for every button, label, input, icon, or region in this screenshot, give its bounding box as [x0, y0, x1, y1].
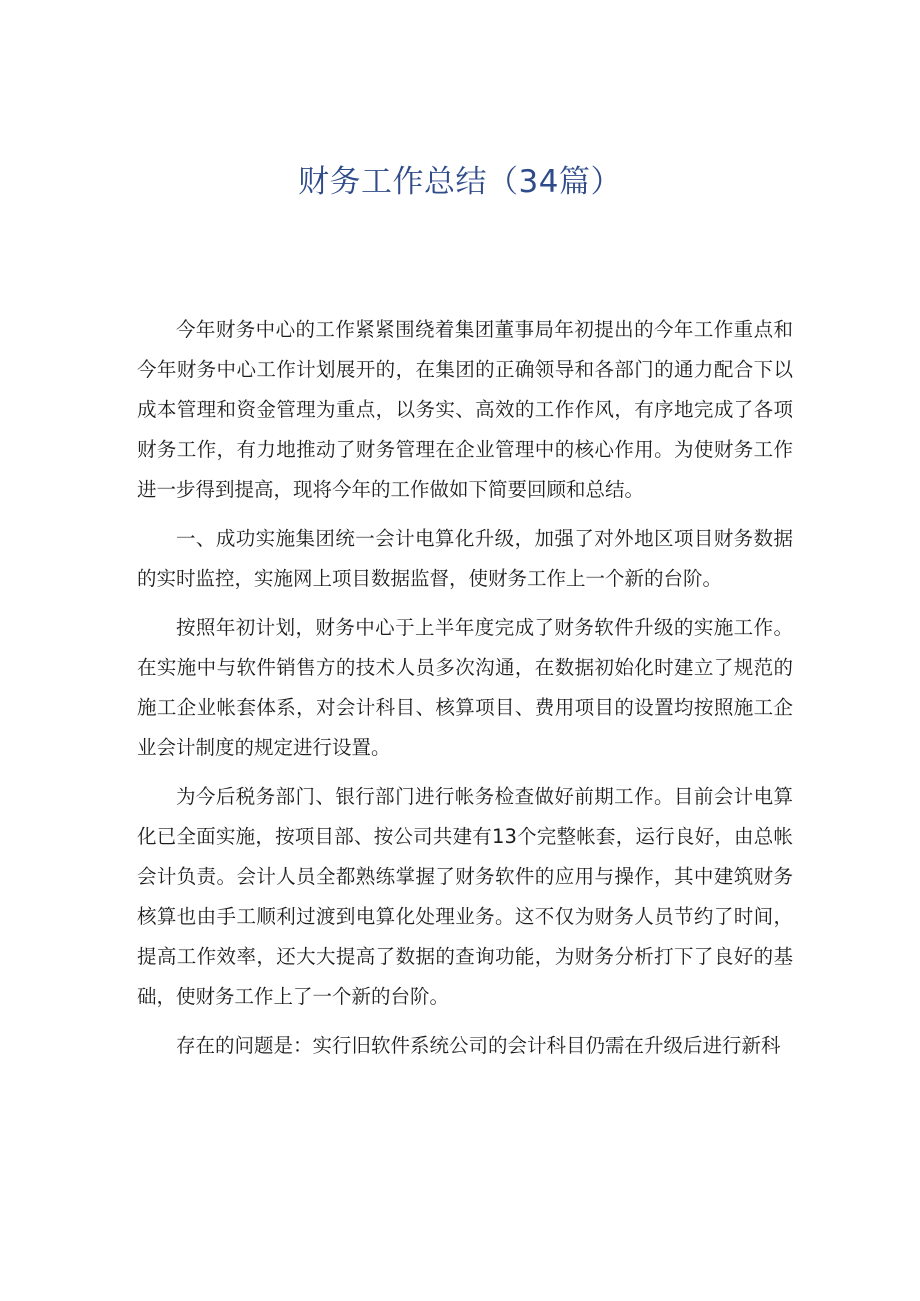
- paragraph: 按照年初计划，财务中心于上半年度完成了财务软件升级的实施工作。在实施中与软件销售方的技术人员多次沟通，在数据初始化时建立了规范的施工企业帐套体系，对会计科目、核算项目、费用项目的设置均按照施工企业会计制度的规定进行设置。: [137, 616, 793, 759]
- document-body: [137, 310, 793, 1075]
- paragraph: 为今后税务部门、银行部门进行帐务检查做好前期工作。目前会计电算化已全面实施，按项目部、按公司共建有13个完整帐套，运行良好，由总帐会计负责。会计人员全都熟练掌握了财务软件的应用与操作，其中建筑财务核算也由手工顺利过渡到电算化处理业务。这不仅为财务人员节约了时间，提高工作效率，还大大提高了数据的查询功能，为财务分析打下了良好的基础，使财务工作上了一个新的台阶。: [137, 785, 793, 1008]
- page-title: 财务工作总结（34篇）: [298, 164, 622, 200]
- paragraph: 今年财务中心的工作紧紧围绕着集团董事局年初提出的今年工作重点和今年财务中心工作计划展开的，在集团的正确领导和各部门的通力配合下以成本管理和资金管理为重点，以务实、高效的工作作风，有序地完成了各项财务工作，有力地推动了财务管理在企业管理中的核心作用。为使财务工作进一步得到提高，现将今年的工作做如下简要回顾和总结。: [137, 318, 793, 501]
- paragraph: 一、成功实施集团统一会计电算化升级，加强了对外地区项目财务数据的实时监控，实施网上项目数据监督，使财务工作上一个新的台阶。: [137, 527, 793, 590]
- paragraph: 存在的问题是：实行旧软件系统公司的会计科目仍需在升级后进行新科: [176, 1034, 781, 1057]
